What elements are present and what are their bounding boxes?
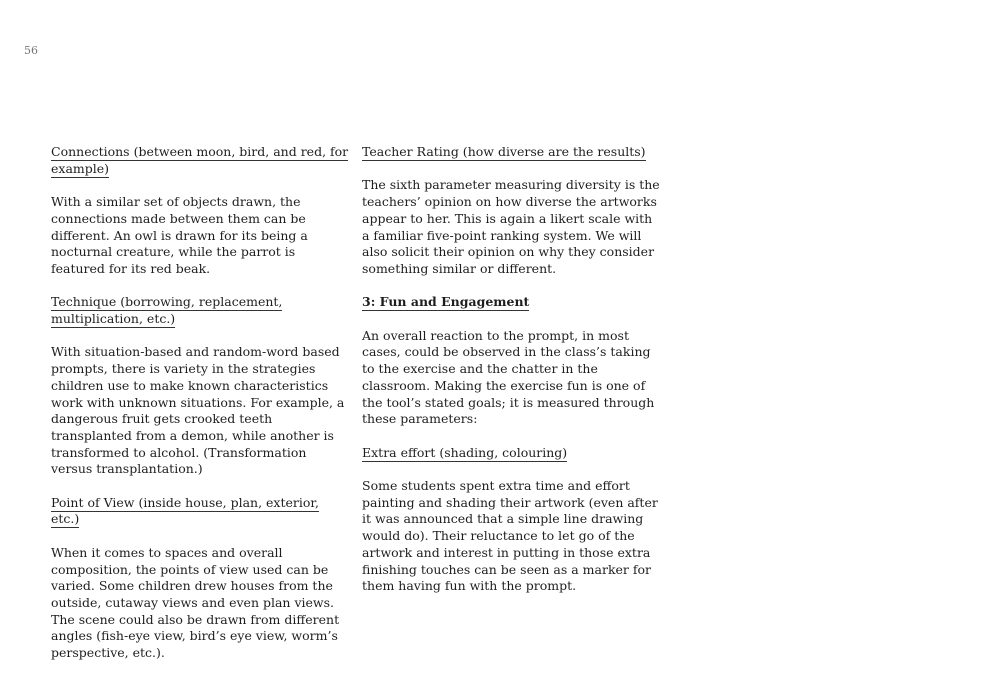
heading-teacher-rating: Teacher Rating (how diverse are the results) [362, 144, 646, 159]
section-heading-point-of-view [51, 495, 351, 528]
paragraph-connections: With a similar set of objects drawn, the connections made between them can be different. An owl is drawn for its being a nocturnal creature, while the parrot is featured for its red beak. [51, 194, 308, 276]
paragraph-fun-engagement: An overall reaction to the prompt, in most cases, could be observed in the class’s taking to the exercise and the chatter in the classroom. Making the exercise fun is one of the tool’s stated goals; it is measured through these parameters: [362, 327, 655, 427]
right-column [362, 144, 662, 612]
heading-connections: Connections (between moon, bird, and red, for example) [51, 144, 349, 176]
heading-fun-engagement: 3: Fun and Engagement [362, 294, 530, 310]
heading-technique: Technique (borrowing, replacement, multiplication, etc.) [51, 294, 283, 326]
paragraph-teacher-rating: The sixth parameter measuring diversity is the teachers’ opinion on how diverse the artworks appear to her. This is again a likert scale with a familiar five-point ranking system. We will also solicit their opinion on why they consider something similar or different. [362, 177, 660, 276]
paragraph-point-of-view: When it comes to spaces and overall composition, the points of view used can be varied. Some children drew houses from the outside, cutaway views and even plan views. The scene could also be drawn from different angles (fish-eye view, bird’s eye view, worm’s perspective, etc.). [51, 544, 340, 661]
paragraph-extra-effort: Some students spent extra time and effort painting and shading their artwork (even after it was announced that a simple line drawing would do). Their reluctance to let go of the artwork and interest in putting in those extra finishing touches can be seen as a marker for them having fun with the prompt. [362, 477, 658, 594]
section-heading-teacher-rating [362, 144, 662, 161]
paragraph-technique: With situation-based and random-word based prompts, there is variety in the strategies children use to make known characteristics work with unknown situations. For example, a dangerous fruit gets crooked teeth transplanted from a demon, while another is transformed to alcohol. (Transformation versus transplantation.) [51, 344, 345, 477]
section-heading-technique [51, 294, 351, 327]
heading-point-of-view: Point of View (inside house, plan, exterior, etc.) [51, 494, 319, 527]
heading-extra-effort: Extra effort (shading, colouring) [362, 444, 568, 460]
section-heading-connections [51, 144, 351, 177]
section-heading-extra-effort [362, 445, 662, 462]
section-heading-fun-engagement [362, 294, 662, 311]
left-column [51, 144, 351, 678]
page-number: 56 [24, 44, 38, 57]
